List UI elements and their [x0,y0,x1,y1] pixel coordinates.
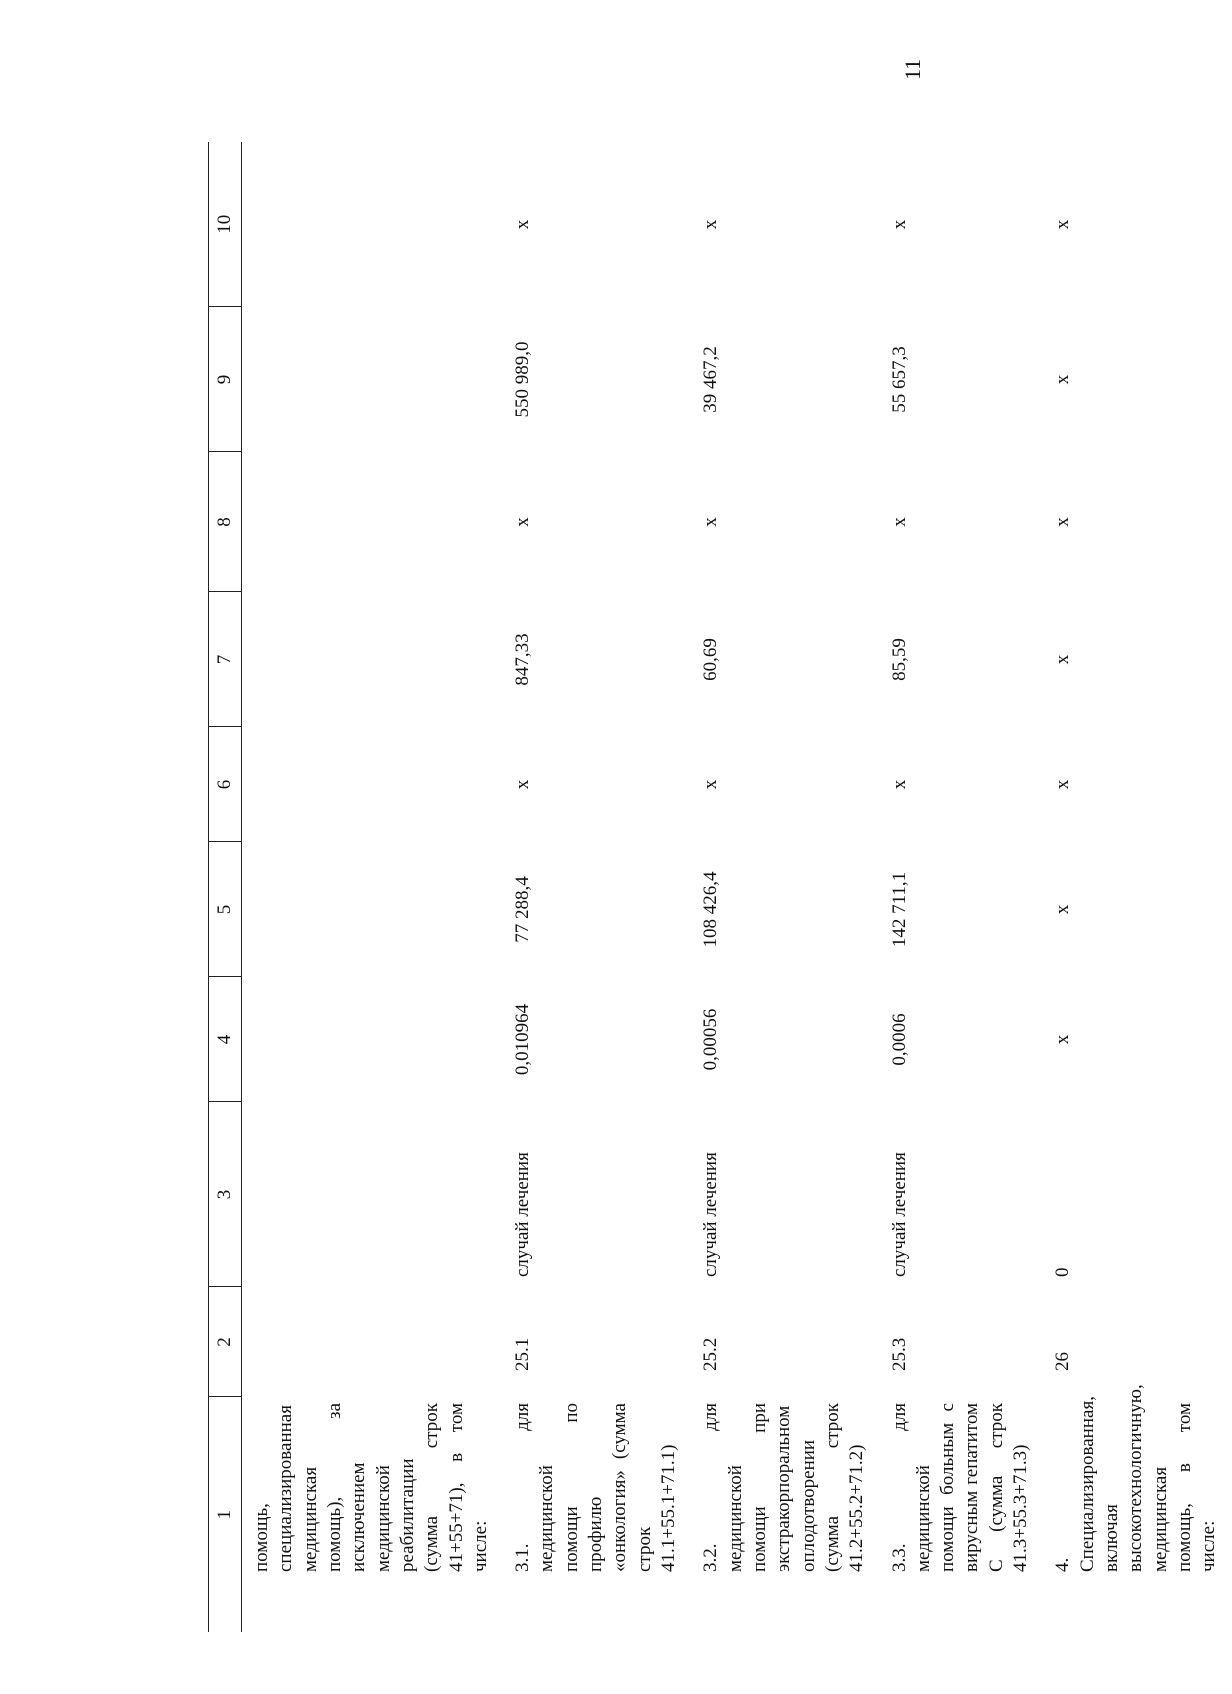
table-cell: 847,33 [512,633,534,686]
table-cell: x [1052,219,1074,230]
table-cell: x [888,219,910,230]
table-cell [242,842,504,977]
table-cell: x [1052,374,1074,385]
table-cell: x [700,517,722,527]
column-header: 2 [209,1287,242,1397]
rotated-table-container [208,142,1220,1632]
table-cell: 85,59 [888,638,910,681]
table-row [691,142,879,1632]
table-cell: 55 657,3 [888,346,910,413]
table-cell: 550 989,0 [512,341,534,418]
table-cell-description: 4. Специализированная, включая высокотехнологичную, медицинская помощь, в том числе: [1052,1384,1220,1572]
table-cell: x [888,779,910,790]
column-header: 8 [209,452,242,592]
page-number: 11 [900,58,925,80]
table-row [1043,142,1231,1632]
table-cell: x [1052,904,1074,915]
table-cell [242,727,504,842]
header-row [209,142,242,1632]
table-cell: x [700,219,722,230]
table-cell-description: 3.1. для медицинской помощи по профилю «онкология» (сумма строк 41.1+55.1+71.1) [512,1403,679,1572]
table-cell [242,592,504,727]
table-cell: 0,00056 [700,1008,722,1071]
column-header: 6 [209,727,242,842]
table-cell: x [700,779,722,790]
table-cell: x [1052,1034,1074,1045]
column-header: 5 [209,842,242,977]
table-cell [242,977,504,1102]
table-cell-description: 3.3. для медицинской помощи больным с вирусным гепатитом С (сумма строк 41.3+55.3+71.3) [888,1403,1032,1572]
table-cell-description: 3.2. для медицинской помощи при экстракорпоральном оплодотворении (сумма строк 41.2+55.2+71.2) [700,1403,868,1572]
table-cell: 108 426,4 [700,871,722,948]
table-cell [242,1102,504,1287]
table-cell: x [1052,654,1074,665]
table-row [242,142,504,1632]
table-cell-description: помощь, специализированная медицинская помощь), за исключением медицинской реабилитации (сумма строк 41+55+71), в том числе: [251,1403,491,1572]
table-cell: x [888,517,910,527]
table-cell: x [512,219,534,230]
table-cell: 77 288,4 [512,876,534,943]
table-cell-unit: случай лечения [888,1152,910,1277]
table-cell [242,307,504,452]
column-header: 10 [209,142,242,307]
column-header: 3 [209,1102,242,1287]
table-cell: x [512,517,534,527]
column-header: 4 [209,977,242,1102]
table-cell: 39 467,2 [700,346,722,413]
table-row [880,142,1044,1632]
table-cell-row-number: 25.3 [888,1337,910,1371]
table-cell-row-number: 25.1 [512,1337,534,1371]
column-header: 9 [209,307,242,452]
table-cell: x [512,779,534,790]
column-header: 1 [209,1397,242,1632]
column-header: 7 [209,592,242,727]
table-cell-unit: 0 [1052,1267,1074,1277]
data-table [208,142,1232,1632]
table-cell [242,1287,504,1397]
table-cell: x [1052,517,1074,527]
table-cell-unit: случай лечения [700,1152,722,1277]
table-cell-row-number: 26 [1052,1352,1074,1371]
table-cell-row-number: 25.2 [700,1337,722,1371]
table-cell: 0,010964 [512,1003,534,1076]
table-cell [242,452,504,592]
table-row [503,142,691,1632]
table-cell-unit: случай лечения [512,1152,534,1277]
table-cell: 0,0006 [888,1013,910,1066]
table-cell: 60,69 [700,638,722,681]
table-cell: x [1052,779,1074,790]
table-cell [242,142,504,307]
table-cell: 142 711,1 [888,871,910,948]
